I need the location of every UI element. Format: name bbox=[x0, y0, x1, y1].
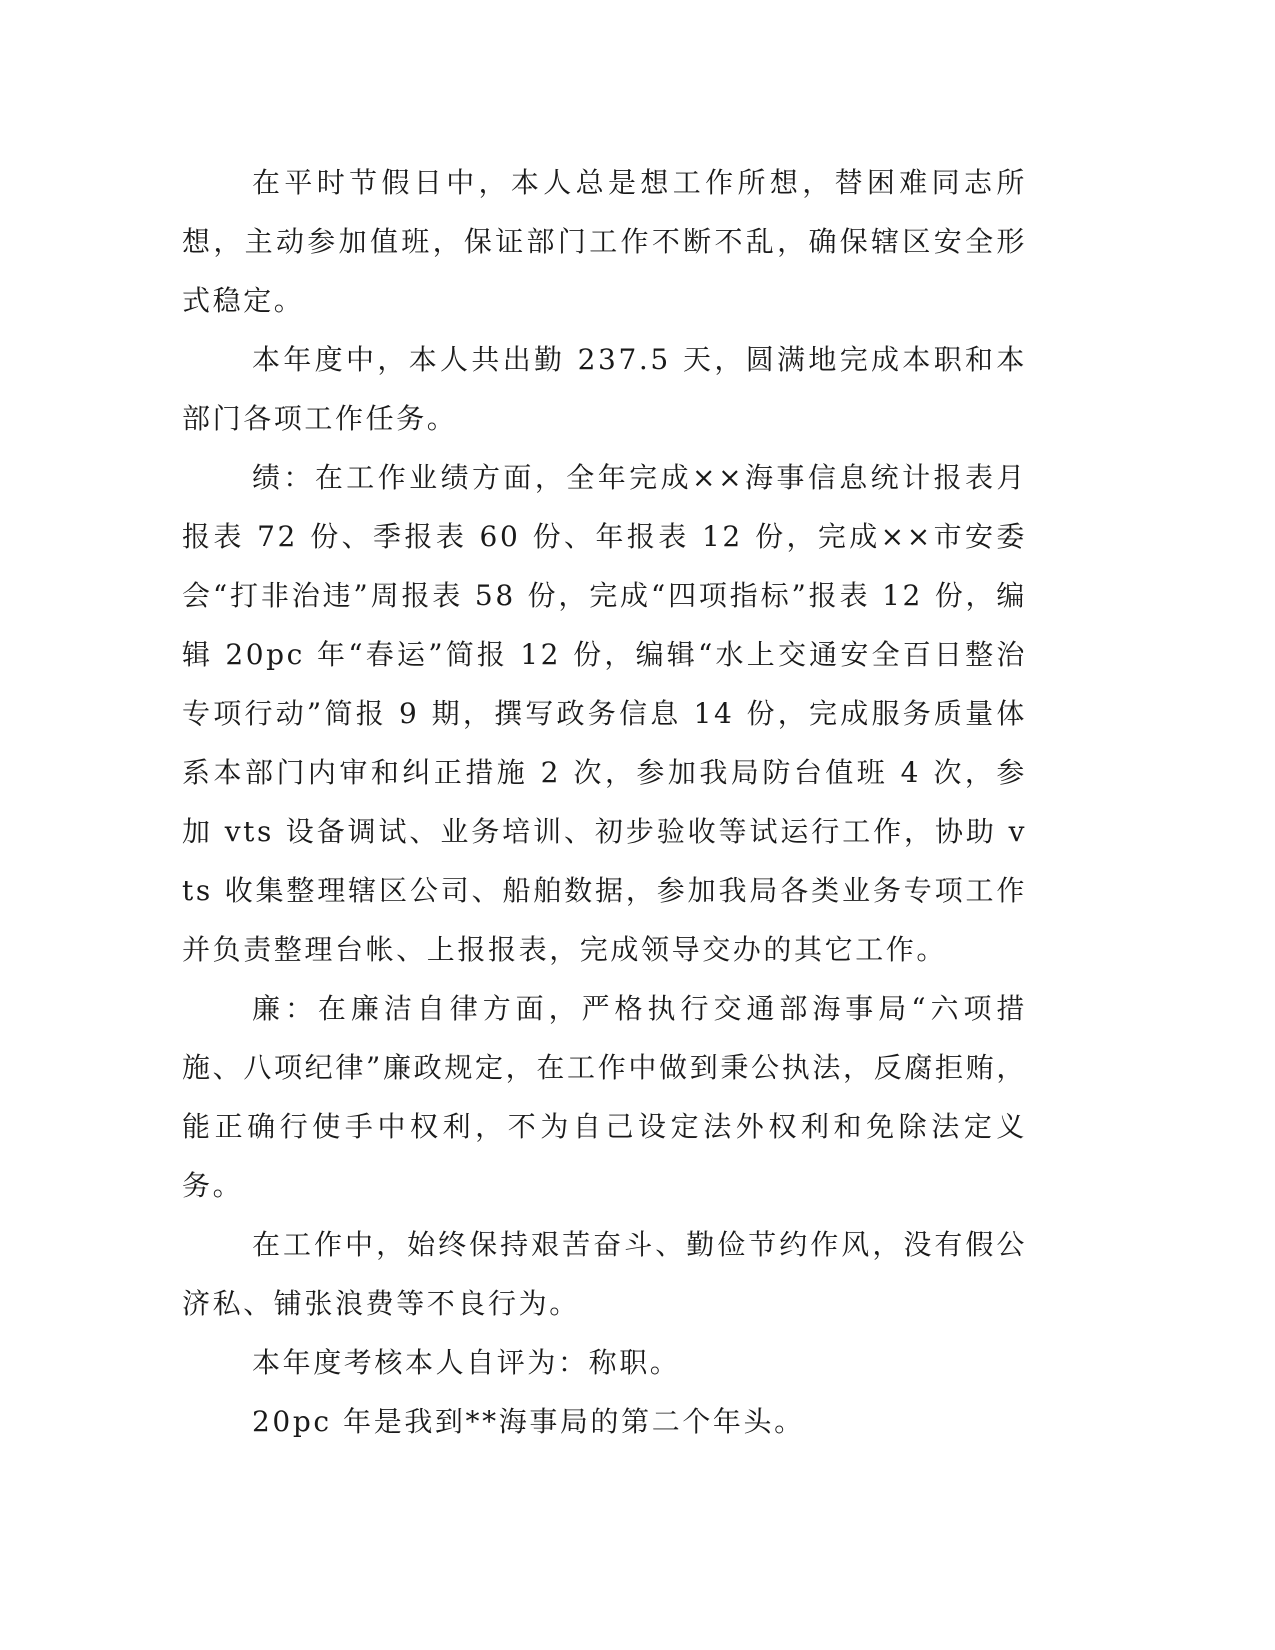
paragraph-integrity: 廉：在廉洁自律方面，严格执行交通部海事局“六项措施、八项纪律”廉政规定，在工作中做到秉公执法，反腐拒贿，能正确行使手中权利，不为自己设定法外权利和免除法定义务。 bbox=[182, 992, 1027, 1202]
paragraph-self-assessment: 本年度考核本人自评为：称职。 bbox=[252, 1346, 681, 1379]
paragraph-second-year: 20pc 年是我到**海事局的第二个年头。 bbox=[252, 1405, 805, 1438]
paragraph-attendance: 本年度中，本人共出勤 237.5 天，圆满地完成本职和本部门各项工作任务。 bbox=[182, 343, 1027, 435]
paragraph-holiday-duty: 在平时节假日中，本人总是想工作所想，替困难同志所想，主动参加值班，保证部门工作不断不乱，确保辖区安全形式稳定。 bbox=[182, 166, 1027, 317]
paragraph-work-style: 在工作中，始终保持艰苦奋斗、勤俭节约作风，没有假公济私、铺张浪费等不良行为。 bbox=[182, 1228, 1027, 1320]
document-body bbox=[182, 153, 1027, 1451]
paragraph-performance: 绩：在工作业绩方面，全年完成××海事信息统计报表月报表 72 份、季报表 60 份、年报表 12 份，完成××市安委会“打非治违”周报表 58 份，完成“四项指标”报表 12 份，编辑 20pc 年“春运”简报 12 份，编辑“水上交通安全百日整治专项行动”简报 9 期，撰写政务信息 14 份，完成服务质量体系本部门内审和纠正措施 2 次，参加我局防台值班 4 次，参加 vts 设备调试、业务培训、初步验收等试运行工作，协助 vts 收集整理辖区公司、船舶数据，参加我局各类业务专项工作并负责整理台帐、上报报表，完成领导交办的其它工作。 bbox=[182, 461, 1027, 966]
